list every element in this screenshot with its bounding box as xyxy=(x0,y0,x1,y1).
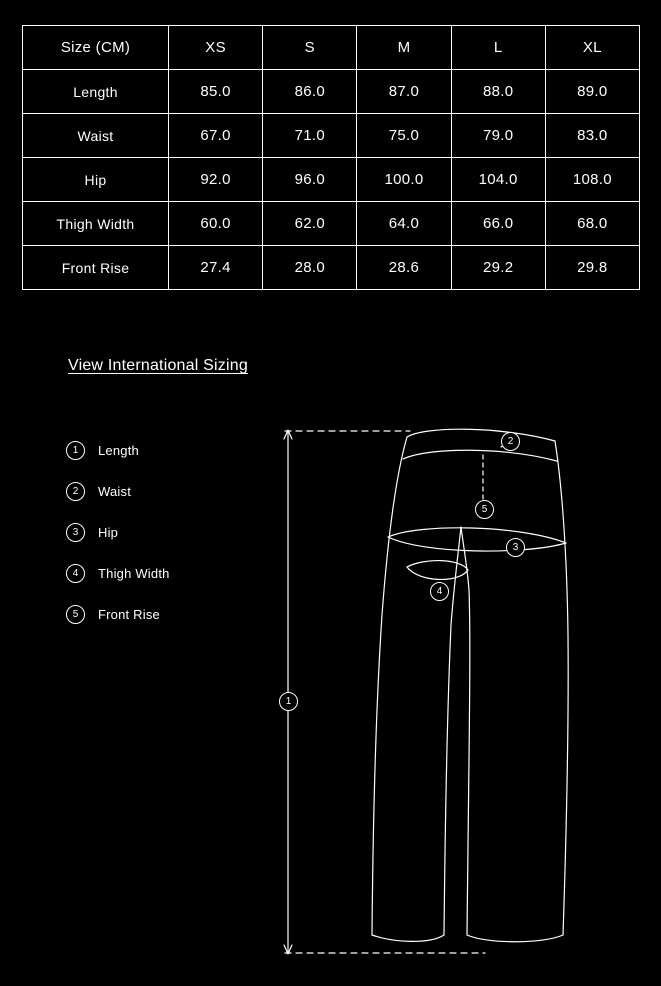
table-cell: 92.0 xyxy=(169,158,263,202)
list-item xyxy=(66,512,256,553)
legend-number-icon: 1 xyxy=(66,441,85,460)
table-header-cell: XL xyxy=(545,26,639,70)
legend-label: Thigh Width xyxy=(98,566,170,581)
view-international-sizing-link[interactable]: View International Sizing xyxy=(68,357,248,374)
legend-label: Length xyxy=(98,443,139,458)
table-cell: 29.2 xyxy=(451,246,545,290)
size-table-container xyxy=(22,25,639,290)
legend-label: Front Rise xyxy=(98,607,160,622)
left-hem xyxy=(372,935,444,941)
table-row xyxy=(23,158,640,202)
table-cell: 86.0 xyxy=(263,70,357,114)
legend-label: Waist xyxy=(98,484,132,499)
table-cell: 60.0 xyxy=(169,202,263,246)
table-cell: 28.0 xyxy=(263,246,357,290)
table-row xyxy=(23,202,640,246)
table-cell: 62.0 xyxy=(263,202,357,246)
waistband-bottom-line xyxy=(403,450,557,461)
table-cell: 67.0 xyxy=(169,114,263,158)
row-label: Thigh Width xyxy=(23,202,169,246)
table-cell: 108.0 xyxy=(545,158,639,202)
table-cell: 66.0 xyxy=(451,202,545,246)
legend-number-icon: 5 xyxy=(66,605,85,624)
table-header-cell: M xyxy=(357,26,451,70)
table-header-cell: S xyxy=(263,26,357,70)
table-cell: 27.4 xyxy=(169,246,263,290)
legend-number-icon: 4 xyxy=(66,564,85,583)
table-header-row xyxy=(23,26,640,70)
thigh-line-bottom xyxy=(407,567,468,579)
table-cell: 85.0 xyxy=(169,70,263,114)
hip-marker: 3 xyxy=(506,538,525,557)
table-cell: 29.8 xyxy=(545,246,639,290)
measurement-legend xyxy=(66,430,256,635)
table-row xyxy=(23,114,640,158)
table-row xyxy=(23,70,640,114)
table-header-cell: L xyxy=(451,26,545,70)
length-marker: 1 xyxy=(279,692,298,711)
waistband-top-line xyxy=(407,429,555,441)
pants-diagram xyxy=(255,415,645,975)
legend-number-icon: 2 xyxy=(66,482,85,501)
table-cell: 100.0 xyxy=(357,158,451,202)
row-label: Length xyxy=(23,70,169,114)
table-cell: 28.6 xyxy=(357,246,451,290)
left-outer-seam xyxy=(372,437,407,935)
table-cell: 83.0 xyxy=(545,114,639,158)
row-label: Front Rise xyxy=(23,246,169,290)
front-rise-marker: 5 xyxy=(475,500,494,519)
table-cell: 87.0 xyxy=(357,70,451,114)
pants-illustration-svg xyxy=(255,415,645,975)
row-label: Hip xyxy=(23,158,169,202)
table-cell: 96.0 xyxy=(263,158,357,202)
table-header-cell: Size (CM) xyxy=(23,26,169,70)
row-label: Waist xyxy=(23,114,169,158)
table-cell: 79.0 xyxy=(451,114,545,158)
table-cell: 64.0 xyxy=(357,202,451,246)
list-item xyxy=(66,430,256,471)
table-row xyxy=(23,246,640,290)
table-cell: 88.0 xyxy=(451,70,545,114)
table-cell: 75.0 xyxy=(357,114,451,158)
thigh-width-marker: 4 xyxy=(430,582,449,601)
list-item xyxy=(66,471,256,512)
list-item xyxy=(66,594,256,635)
table-cell: 89.0 xyxy=(545,70,639,114)
table-header-cell: XS xyxy=(169,26,263,70)
hip-line xyxy=(388,528,566,543)
right-hem xyxy=(467,935,563,942)
legend-label: Hip xyxy=(98,525,119,540)
right-outer-seam xyxy=(555,441,568,935)
table-cell: 104.0 xyxy=(451,158,545,202)
size-table xyxy=(22,25,640,290)
list-item xyxy=(66,553,256,594)
waist-marker: 2 xyxy=(501,432,520,451)
thigh-line-top xyxy=(407,561,468,570)
legend-number-icon: 3 xyxy=(66,523,85,542)
center-crease-right xyxy=(461,527,470,935)
table-cell: 68.0 xyxy=(545,202,639,246)
table-cell: 71.0 xyxy=(263,114,357,158)
hip-line-lower xyxy=(388,537,566,551)
